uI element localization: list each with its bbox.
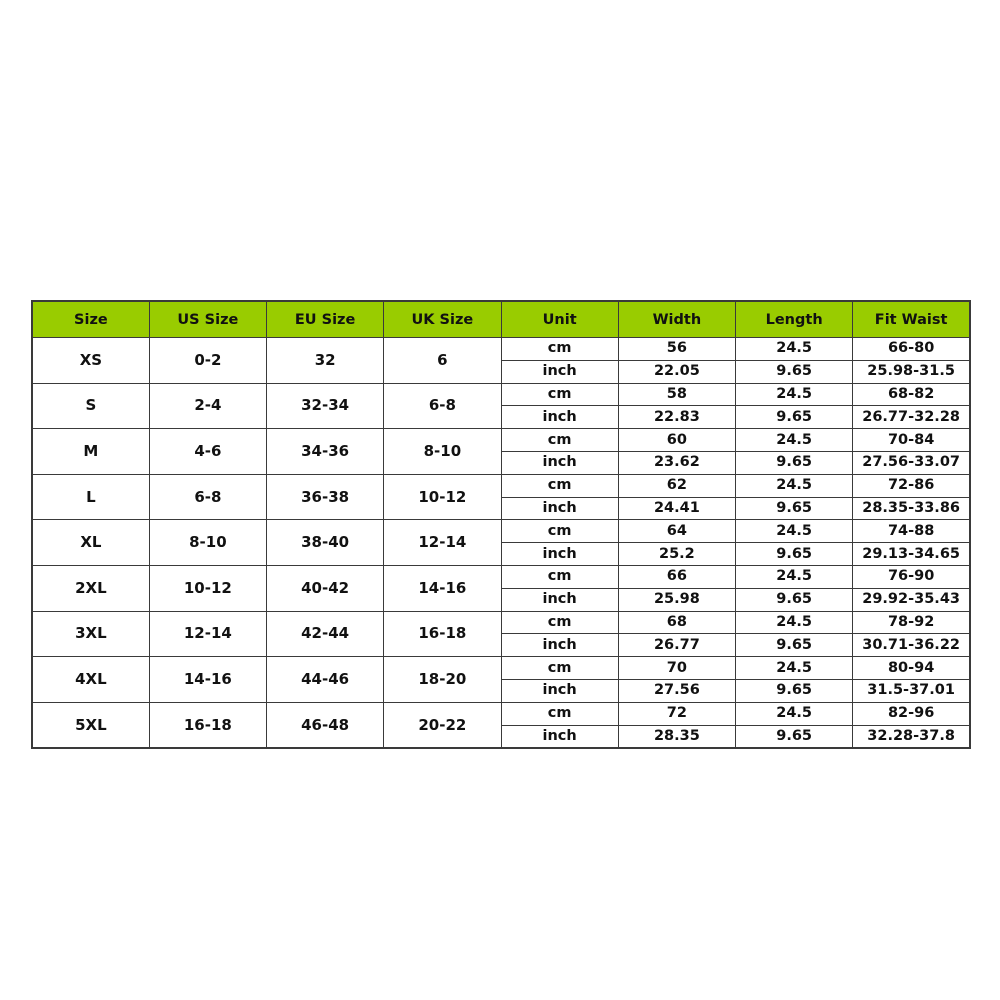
width-cell: 62 (618, 474, 735, 497)
fit-waist-cell: 29.92-35.43 (853, 588, 970, 611)
table-row (32, 474, 970, 497)
length-cell: 24.5 (736, 383, 853, 406)
fit-waist-cell: 32.28-37.8 (853, 725, 970, 748)
length-cell: 9.65 (736, 406, 853, 429)
header-fit-waist: Fit Waist (853, 301, 970, 338)
width-cell: 56 (618, 338, 735, 361)
length-cell: 24.5 (736, 565, 853, 588)
length-cell: 9.65 (736, 497, 853, 520)
size-cell: 3XL (32, 611, 149, 657)
unit-cell: inch (501, 543, 618, 566)
uk-size-cell: 18-20 (384, 657, 501, 703)
header-unit: Unit (501, 301, 618, 338)
unit-cell: inch (501, 406, 618, 429)
width-cell: 72 (618, 702, 735, 725)
fit-waist-cell: 30.71-36.22 (853, 634, 970, 657)
fit-waist-cell: 82-96 (853, 702, 970, 725)
length-cell: 9.65 (736, 634, 853, 657)
us-size-cell: 12-14 (149, 611, 266, 657)
eu-size-cell: 36-38 (267, 474, 384, 520)
unit-cell: inch (501, 679, 618, 702)
eu-size-cell: 40-42 (267, 565, 384, 611)
width-cell: 27.56 (618, 679, 735, 702)
width-cell: 68 (618, 611, 735, 634)
eu-size-cell: 42-44 (267, 611, 384, 657)
table-row (32, 565, 970, 588)
length-cell: 9.65 (736, 588, 853, 611)
width-cell: 70 (618, 657, 735, 680)
width-cell: 60 (618, 429, 735, 452)
unit-cell: cm (501, 474, 618, 497)
table-row (32, 611, 970, 634)
width-cell: 64 (618, 520, 735, 543)
unit-cell: inch (501, 588, 618, 611)
table-row (32, 429, 970, 452)
fit-waist-cell: 74-88 (853, 520, 970, 543)
unit-cell: cm (501, 565, 618, 588)
eu-size-cell: 46-48 (267, 702, 384, 748)
uk-size-cell: 8-10 (384, 429, 501, 475)
size-cell: XL (32, 520, 149, 566)
length-cell: 9.65 (736, 543, 853, 566)
width-cell: 22.83 (618, 406, 735, 429)
size-chart-table (31, 300, 971, 749)
header-row (32, 301, 970, 338)
us-size-cell: 6-8 (149, 474, 266, 520)
size-cell: L (32, 474, 149, 520)
unit-cell: inch (501, 360, 618, 383)
width-cell: 28.35 (618, 725, 735, 748)
header-uk-size: UK Size (384, 301, 501, 338)
uk-size-cell: 12-14 (384, 520, 501, 566)
width-cell: 25.98 (618, 588, 735, 611)
table-row (32, 338, 970, 361)
table-body (32, 338, 970, 749)
header-size: Size (32, 301, 149, 338)
table-row (32, 657, 970, 680)
fit-waist-cell: 72-86 (853, 474, 970, 497)
length-cell: 24.5 (736, 657, 853, 680)
header-eu-size: EU Size (267, 301, 384, 338)
size-cell: 4XL (32, 657, 149, 703)
uk-size-cell: 16-18 (384, 611, 501, 657)
unit-cell: cm (501, 657, 618, 680)
uk-size-cell: 6-8 (384, 383, 501, 429)
unit-cell: inch (501, 497, 618, 520)
uk-size-cell: 14-16 (384, 565, 501, 611)
width-cell: 25.2 (618, 543, 735, 566)
width-cell: 22.05 (618, 360, 735, 383)
length-cell: 9.65 (736, 679, 853, 702)
length-cell: 9.65 (736, 725, 853, 748)
unit-cell: cm (501, 702, 618, 725)
unit-cell: cm (501, 520, 618, 543)
eu-size-cell: 34-36 (267, 429, 384, 475)
fit-waist-cell: 80-94 (853, 657, 970, 680)
header-us-size: US Size (149, 301, 266, 338)
size-cell: M (32, 429, 149, 475)
table-row (32, 383, 970, 406)
fit-waist-cell: 76-90 (853, 565, 970, 588)
eu-size-cell: 32-34 (267, 383, 384, 429)
unit-cell: inch (501, 634, 618, 657)
unit-cell: inch (501, 451, 618, 474)
unit-cell: cm (501, 429, 618, 452)
length-cell: 24.5 (736, 338, 853, 361)
length-cell: 24.5 (736, 611, 853, 634)
us-size-cell: 8-10 (149, 520, 266, 566)
table-row (32, 702, 970, 725)
fit-waist-cell: 70-84 (853, 429, 970, 452)
fit-waist-cell: 78-92 (853, 611, 970, 634)
width-cell: 58 (618, 383, 735, 406)
header-width: Width (618, 301, 735, 338)
uk-size-cell: 6 (384, 338, 501, 384)
width-cell: 26.77 (618, 634, 735, 657)
unit-cell: inch (501, 725, 618, 748)
us-size-cell: 16-18 (149, 702, 266, 748)
unit-cell: cm (501, 338, 618, 361)
us-size-cell: 4-6 (149, 429, 266, 475)
fit-waist-cell: 28.35-33.86 (853, 497, 970, 520)
fit-waist-cell: 29.13-34.65 (853, 543, 970, 566)
fit-waist-cell: 27.56-33.07 (853, 451, 970, 474)
length-cell: 9.65 (736, 360, 853, 383)
fit-waist-cell: 25.98-31.5 (853, 360, 970, 383)
uk-size-cell: 20-22 (384, 702, 501, 748)
fit-waist-cell: 26.77-32.28 (853, 406, 970, 429)
us-size-cell: 0-2 (149, 338, 266, 384)
width-cell: 66 (618, 565, 735, 588)
us-size-cell: 2-4 (149, 383, 266, 429)
fit-waist-cell: 31.5-37.01 (853, 679, 970, 702)
unit-cell: cm (501, 611, 618, 634)
length-cell: 24.5 (736, 429, 853, 452)
length-cell: 9.65 (736, 451, 853, 474)
width-cell: 23.62 (618, 451, 735, 474)
eu-size-cell: 44-46 (267, 657, 384, 703)
us-size-cell: 10-12 (149, 565, 266, 611)
header-length: Length (736, 301, 853, 338)
eu-size-cell: 32 (267, 338, 384, 384)
size-cell: 2XL (32, 565, 149, 611)
uk-size-cell: 10-12 (384, 474, 501, 520)
table-row (32, 520, 970, 543)
length-cell: 24.5 (736, 474, 853, 497)
size-cell: 5XL (32, 702, 149, 748)
us-size-cell: 14-16 (149, 657, 266, 703)
eu-size-cell: 38-40 (267, 520, 384, 566)
unit-cell: cm (501, 383, 618, 406)
length-cell: 24.5 (736, 520, 853, 543)
size-cell: XS (32, 338, 149, 384)
size-cell: S (32, 383, 149, 429)
length-cell: 24.5 (736, 702, 853, 725)
width-cell: 24.41 (618, 497, 735, 520)
fit-waist-cell: 66-80 (853, 338, 970, 361)
fit-waist-cell: 68-82 (853, 383, 970, 406)
